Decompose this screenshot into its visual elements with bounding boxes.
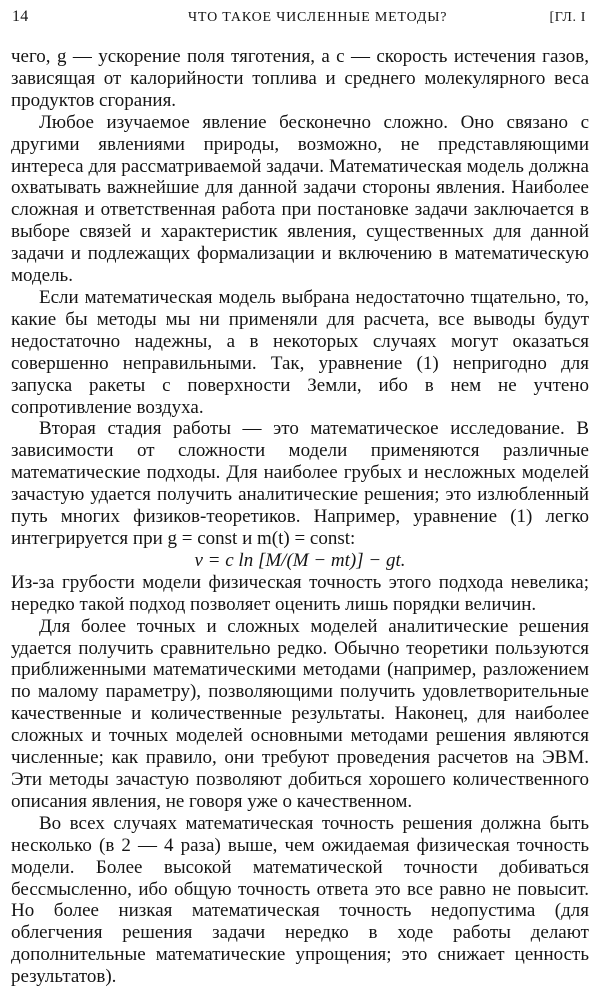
chapter-marker: [ГЛ. I (549, 10, 586, 25)
page-body (11, 46, 589, 988)
running-header (12, 6, 586, 32)
paragraph-2: Любое изучаемое явление бесконечно сложно. Оно связано с другими явлениями природы, возможно, не представляющими интереса для рассматриваемой задачи. Математическая модель должна охватывать важнейшие для данной задачи стороны явления. Наиболее сложная и ответственная работа при постановке задачи заключается в выборе связей и характеристик явления, существенных для данной задачи и подлежащих формализации и включению в математическую модель. (11, 111, 589, 287)
paragraph-1: чего, g — ускорение поля тяготения, а c — скорость истечения газов, зависящая от калорийности топлива и среднего молекулярного веса продуктов сгорания. (11, 46, 589, 111)
paragraph-6: Для более точных и сложных моделей аналитические решения удается получить сравнительно редко. Обычно теоретики пользуются приближенными математическими методами (например, разложением по малому параметру), позволяющими получить удовлетворительные качественные и количественные результаты. Наконец, для наиболее сложных и точных моделей основными методами решения являются численные; как правило, они требуют проведения расчетов на ЭВМ. Эти методы зачастую позволяют добиться хорошего количественного описания явления, не говоря уже о качественном. (11, 615, 589, 812)
paragraph-4: Вторая стадия работы — это математическое исследование. В зависимости от сложности модели применяются различные математические подходы. Для наиболее грубых и несложных моделей зачастую удается получить аналитические решения; это излюбленный путь многих физиков-теоретиков. Например, уравнение (1) легко интегрируется при g = const и m(t) = const: (11, 418, 589, 549)
paragraph-3: Если математическая модель выбрана недостаточно тщательно, то, какие бы методы мы ни применяли для расчета, все выводы будут недостаточно надежны, а в некоторых случаях могут оказаться совершенно неправильными. Так, уравнение (1) непригодно для запуска ракеты с поверхности Земли, ибо в нем не учтено сопротивление воздуха. (11, 286, 589, 418)
paragraph-5: Из-за грубости модели физическая точность этого подхода невелика; нередко такой подход позволяет оценить лишь порядки величин. (11, 571, 589, 615)
running-title: ЧТО ТАКОЕ ЧИСЛЕННЫЕ МЕТОДЫ? (188, 10, 448, 25)
paragraph-7: Во всех случаях математическая точность решения должна быть несколько (в 2 — 4 раза) выше, чем ожидаемая физическая точность модели. Более высокой математической точности добиваться бессмысленно, ибо общую точность ответа это все равно не повысит. Но более низкая математическая точность недопустима (для облегчения решения задачи нередко в ходе работы делают дополнительные математические упрощения; это снижает ценность результатов). (11, 812, 589, 988)
page-number: 14 (12, 8, 29, 25)
equation: v = c ln [M/(M − mt)] − gt. (194, 549, 406, 571)
